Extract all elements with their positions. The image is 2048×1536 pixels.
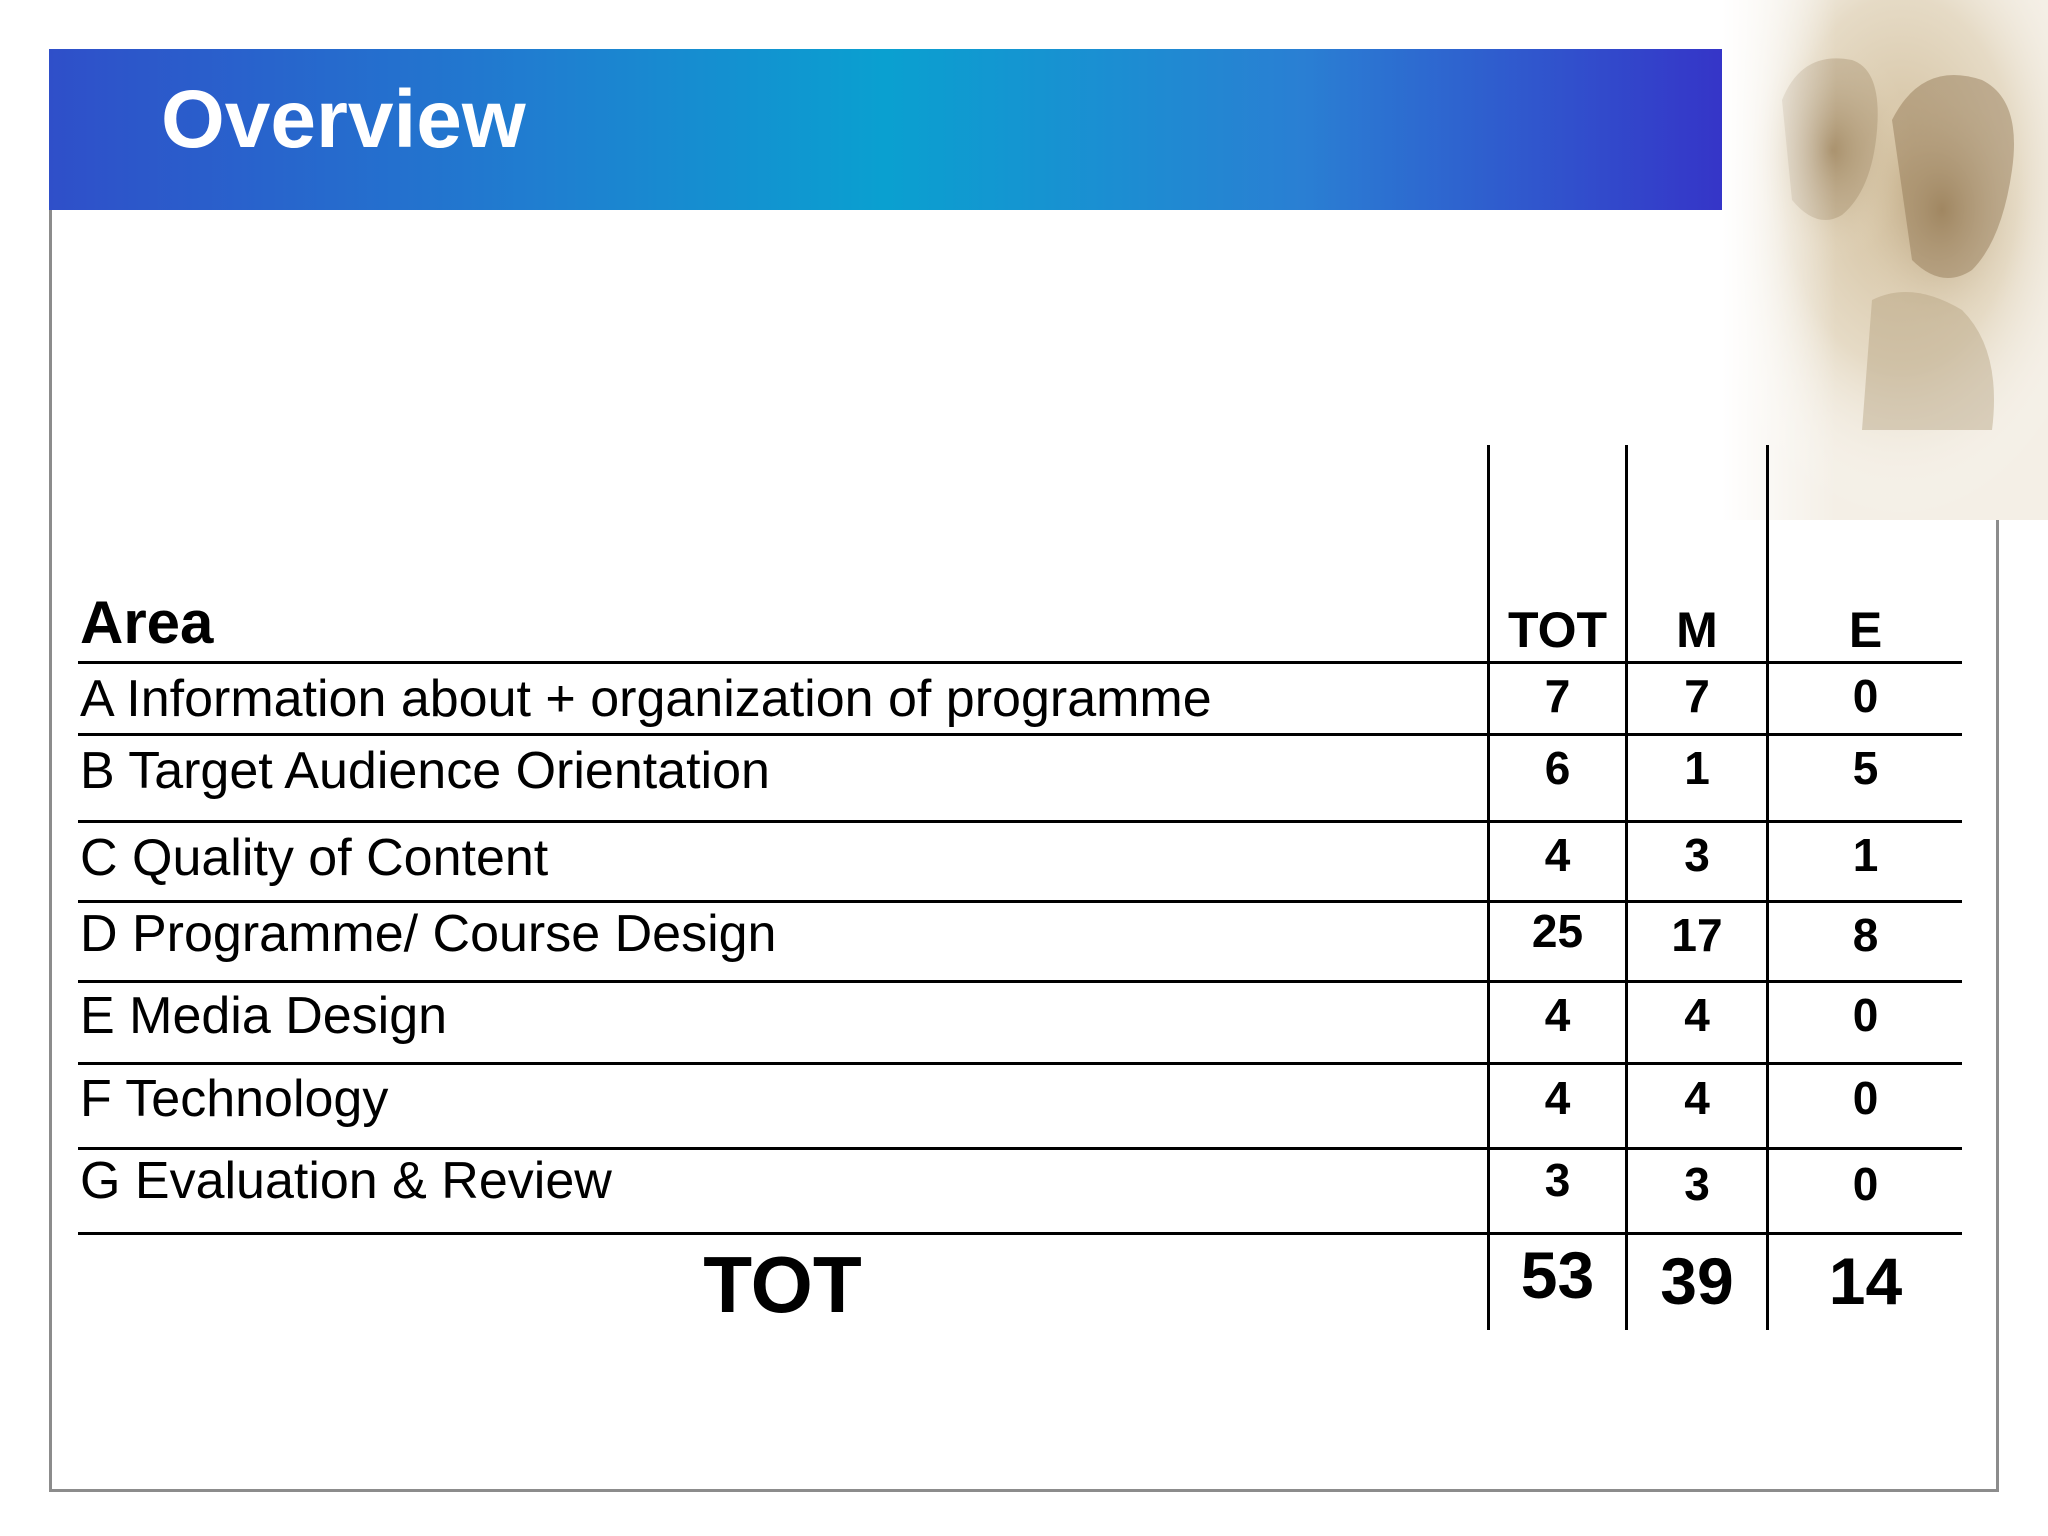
total-row-label: TOT bbox=[703, 1240, 862, 1329]
total-cell-m: 39 bbox=[1660, 1244, 1734, 1318]
table-row-label: B Target Audience Orientation bbox=[80, 742, 770, 800]
table-row-label: D Programme/ Course Design bbox=[80, 905, 777, 963]
title-bar bbox=[49, 49, 1722, 210]
overview-table bbox=[78, 445, 1962, 1330]
table-cell-e: 5 bbox=[1852, 742, 1879, 794]
table-cell-tot: 25 bbox=[1531, 905, 1584, 957]
table-row-label: F Technology bbox=[80, 1070, 389, 1128]
table-cell-e: 0 bbox=[1852, 670, 1879, 722]
area-header: Area bbox=[80, 589, 214, 656]
table-cell-m: 4 bbox=[1684, 989, 1710, 1041]
table-cell-e: 0 bbox=[1852, 1072, 1879, 1124]
table-cell-tot: 3 bbox=[1544, 1154, 1571, 1206]
total-cell-tot: 53 bbox=[1520, 1238, 1595, 1312]
table-cell-tot: 4 bbox=[1544, 829, 1571, 881]
table-cell-e: 0 bbox=[1852, 989, 1879, 1041]
row-divider bbox=[78, 900, 1962, 903]
slide-title: Overview bbox=[161, 74, 526, 165]
row-divider bbox=[78, 733, 1962, 736]
table-row-label: E Media Design bbox=[80, 987, 448, 1045]
total-cell-e: 14 bbox=[1828, 1244, 1903, 1318]
table-cell-e: 8 bbox=[1852, 909, 1879, 961]
row-divider bbox=[78, 980, 1962, 983]
column-header-e: E bbox=[1848, 602, 1883, 658]
table-cell-m: 4 bbox=[1684, 1072, 1710, 1124]
table-cell-m: 1 bbox=[1684, 742, 1710, 794]
table-cell-tot: 7 bbox=[1544, 670, 1571, 722]
table-cell-m: 7 bbox=[1684, 670, 1710, 722]
table-cell-tot: 4 bbox=[1544, 1072, 1571, 1124]
table-cell-e: 1 bbox=[1852, 829, 1879, 881]
table-row-label: C Quality of Content bbox=[80, 829, 549, 887]
row-divider bbox=[78, 1062, 1962, 1065]
table-row-label: G Evaluation & Review bbox=[80, 1152, 612, 1210]
column-header-tot: TOT bbox=[1507, 602, 1608, 658]
table-cell-tot: 4 bbox=[1544, 989, 1571, 1041]
two-people-photo-icon bbox=[1722, 0, 2048, 520]
table-cell-e: 0 bbox=[1852, 1158, 1879, 1210]
table-row-label: A Information about + organization of programme bbox=[80, 670, 1212, 728]
table-cell-tot: 6 bbox=[1544, 742, 1571, 794]
table-cell-m: 3 bbox=[1684, 1158, 1710, 1210]
table-cell-m: 17 bbox=[1671, 909, 1723, 961]
column-header-m: M bbox=[1676, 602, 1718, 658]
row-divider bbox=[78, 820, 1962, 823]
row-divider bbox=[78, 661, 1962, 664]
row-divider bbox=[78, 1147, 1962, 1150]
row-divider bbox=[78, 1232, 1962, 1235]
table-cell-m: 3 bbox=[1684, 829, 1710, 881]
